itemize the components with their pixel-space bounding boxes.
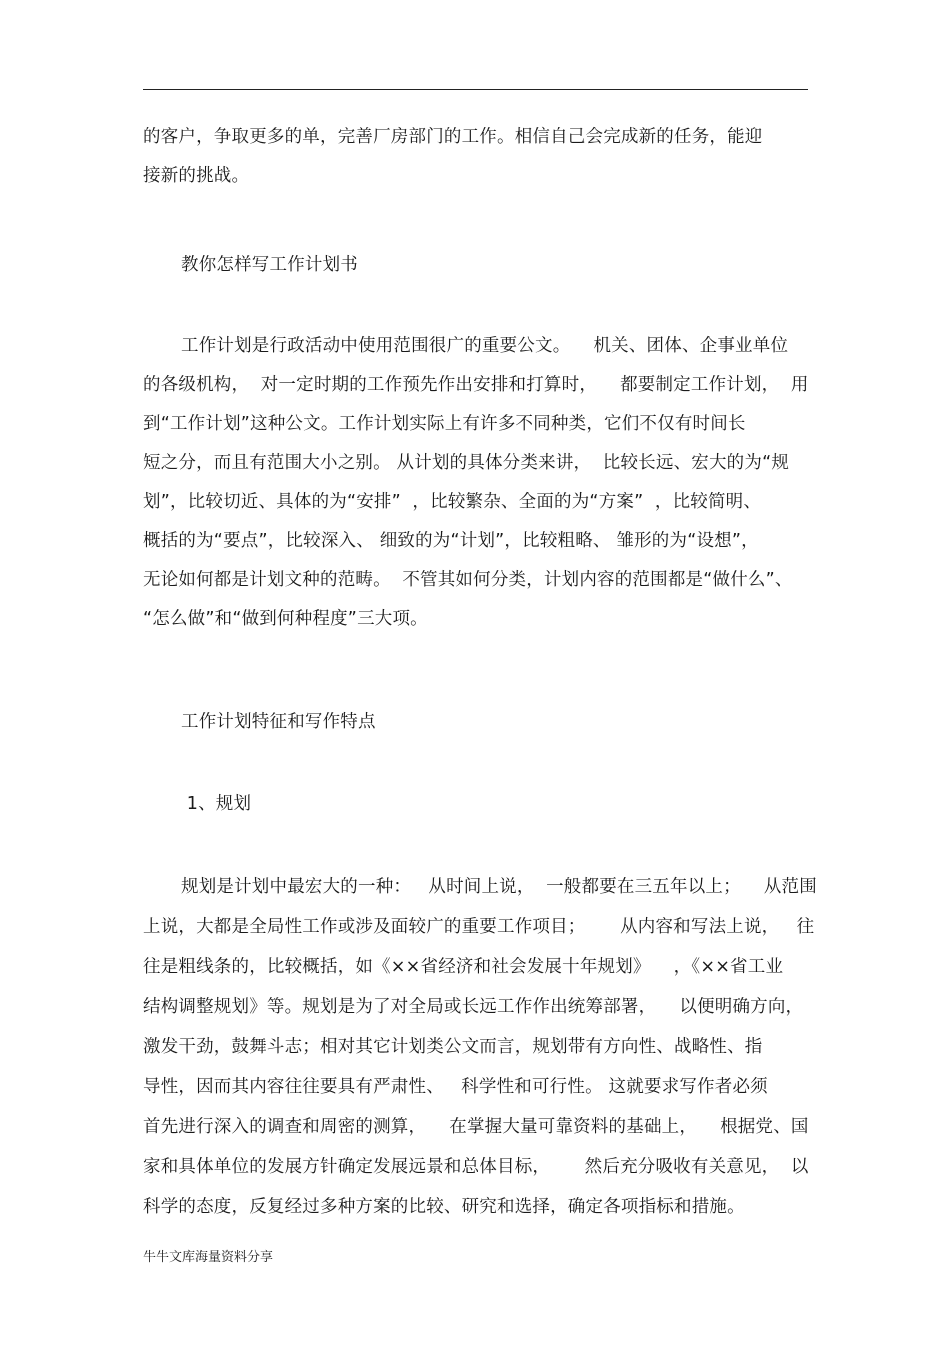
continuation-line: 的客户，争取更多的单，完善厂房部门的工作。相信自己会完成新的任务，能迎 [143, 127, 763, 147]
subsection-heading: 1、规划 [181, 794, 252, 814]
paragraph-line: 结构调整规划》等。规划是为了对全局或长远工作作出统筹部署， 以便明确方向， [143, 997, 804, 1017]
paragraph-line: 短之分，而且有范围大小之别。 从计划的具体分类来讲， 比较长远、宏大的为“规 [143, 453, 790, 473]
section-heading: 教你怎样写工作计划书 [181, 255, 358, 275]
paragraph-line: 激发干劲，鼓舞斗志；相对其它计划类公文而言，规划带有方向性、战略性、指 [143, 1037, 763, 1057]
paragraph-line: 工作计划是行政活动中使用范围很广的重要公文。 机关、团体、企事业单位 [181, 336, 789, 356]
paragraph-line: 规划是计划中最宏大的一种： 从时间上说， 一般都要在三五年以上； 从范围 [181, 877, 817, 897]
paragraph-line: 家和具体单位的发展方针确定发展远景和总体目标， 然后充分吸收有关意见， 以 [143, 1157, 809, 1177]
paragraph-line: 到“工作计划”这种公文。工作计划实际上有许多不同种类，它们不仅有时间长 [143, 414, 746, 434]
paragraph-line: 划”，比较切近、具体的为“安排” ，比较繁杂、全面的为“方案” ，比较简明、 [143, 492, 762, 512]
paragraph-line: 上说，大都是全局性工作或涉及面较广的重要工作项目； 从内容和写法上说， 往 [143, 917, 815, 937]
paragraph-line: 无论如何都是计划文种的范畴。 不管其如何分类，计划内容的范围都是“做什么”、 [143, 570, 793, 590]
paragraph-line: 首先进行深入的调查和周密的测算， 在掌握大量可靠资料的基础上， 根据党、国 [143, 1117, 809, 1137]
page-footer: 牛牛文库海量资料分享 [143, 1250, 274, 1265]
header-rule [143, 89, 808, 90]
paragraph-line: 的各级机构， 对一定时期的工作预先作出安排和打算时， 都要制定工作计划， 用 [143, 375, 809, 395]
continuation-line: 接新的挑战。 [143, 166, 250, 186]
paragraph-line: 导性，因而其内容往往要具有严肃性、 科学性和可行性。 这就要求写作者必须 [143, 1077, 768, 1097]
paragraph-line: 往是粗线条的，比较概括，如《××省经济和社会发展十年规划》 ，《××省工业 [143, 957, 784, 977]
section-heading: 工作计划特征和写作特点 [181, 712, 376, 732]
paragraph-line: 概括的为“要点”，比较深入、 细致的为“计划”，比较粗略、 雏形的为“设想”， [143, 531, 759, 551]
paragraph-line: 科学的态度，反复经过多种方案的比较、研究和选择，确定各项指标和措施。 [143, 1197, 745, 1217]
paragraph-line: “怎么做”和“做到何种程度”三大项。 [143, 609, 428, 629]
